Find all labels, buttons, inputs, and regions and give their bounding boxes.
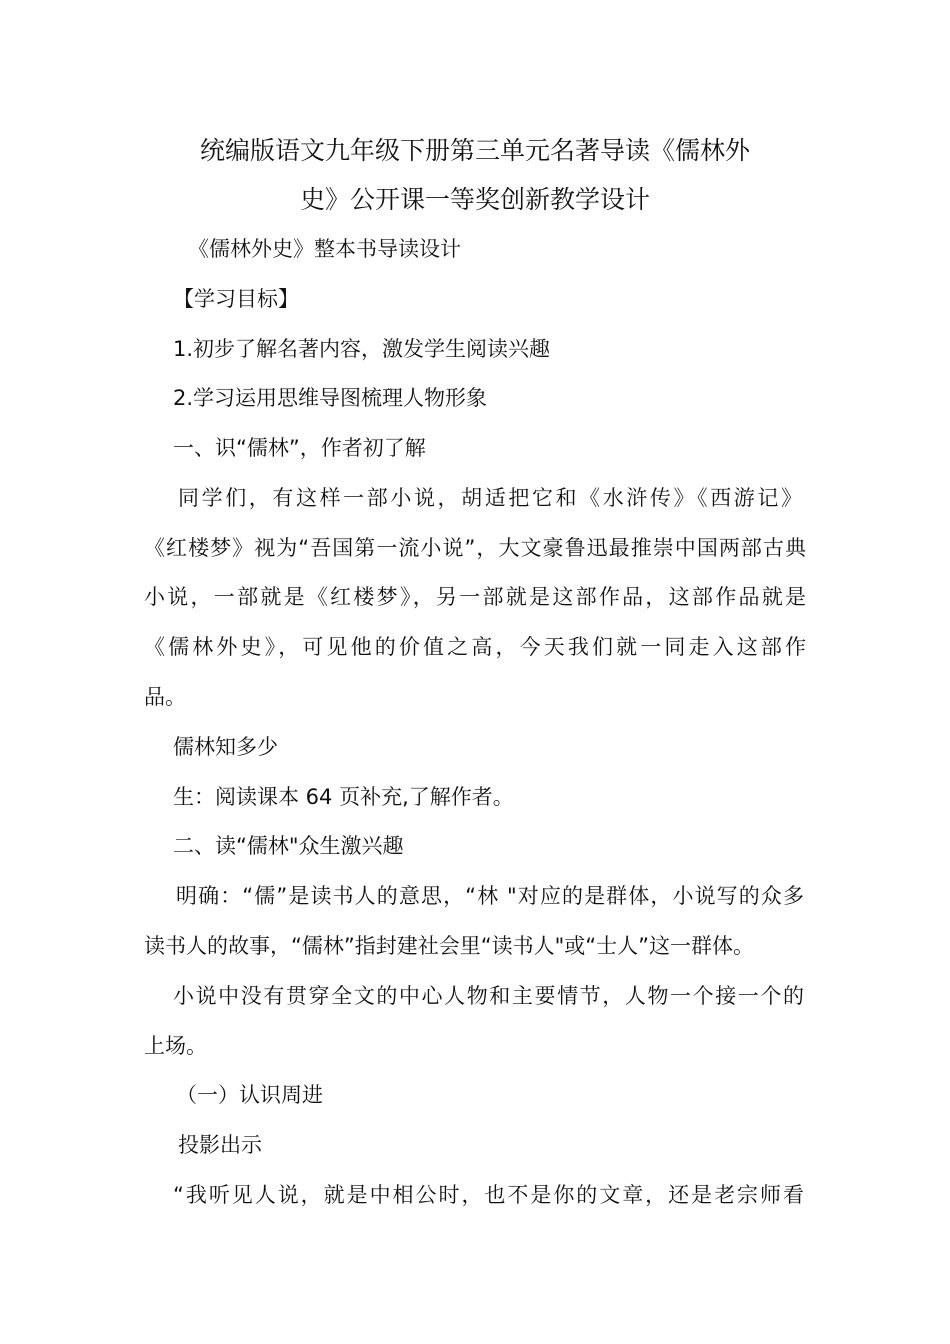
student-task: 生：阅读课本 64 页补充,了解作者。: [173, 785, 514, 809]
para-1-line-2: 《红楼梦》视为“吾国第一流小说”，大文豪鲁迅最推崇中国两部古典: [144, 536, 806, 560]
objective-2: 2.学习运用思维导图梳理人物形象: [173, 386, 488, 410]
para-1-line-4: 《儒林外史》，可见他的价值之高，今天我们就一同走入这部作: [144, 635, 806, 659]
document-title-line-1: 统编版语文九年级下册第三单元名著导读《儒林外: [199, 136, 750, 165]
subsection-1-heading: （一）认识周进: [176, 1083, 323, 1107]
section-1-heading: 一、识“儒林”，作者初了解: [173, 436, 426, 460]
para-1-line-1: 同学们，有这样一部小说，胡适把它和《水浒传》《西游记》: [178, 486, 802, 510]
quote-line: “我听见人说，就是中相公时，也不是你的文章，还是老宗师看: [173, 1183, 804, 1207]
objectives-heading: 【学习目标】: [173, 287, 299, 311]
subheading-knowledge: 儒林知多少: [173, 735, 278, 759]
para-2-line-2: 读书人的故事，“儒林”指封建社会里“读书人"或“士人”这一群体。: [144, 934, 755, 958]
para-3-line-1: 小说中没有贯穿全文的中心人物和主要情节，人物一个接一个的: [173, 984, 804, 1008]
section-2-heading: 二、读“儒林"众生激兴趣: [173, 834, 404, 858]
para-1-line-5: 品。: [144, 685, 186, 709]
para-1-line-3: 小说，一部就是《红楼梦》，另一部就是这部作品，这部作品就是: [144, 585, 806, 609]
objective-1: 1.初步了解名著内容，激发学生阅读兴趣: [173, 337, 551, 361]
para-3-line-2: 上场。: [144, 1034, 207, 1058]
document-title-line-2: 史》公开课一等奖创新教学设计: [299, 185, 650, 214]
projection-label: 投影出示: [178, 1133, 262, 1157]
subtitle: 《儒林外史》整本书导读设计: [188, 237, 461, 261]
para-2-line-1: 明确：“儒”是读书人的意思，“林 "对应的是群体，小说写的众多: [176, 884, 804, 908]
